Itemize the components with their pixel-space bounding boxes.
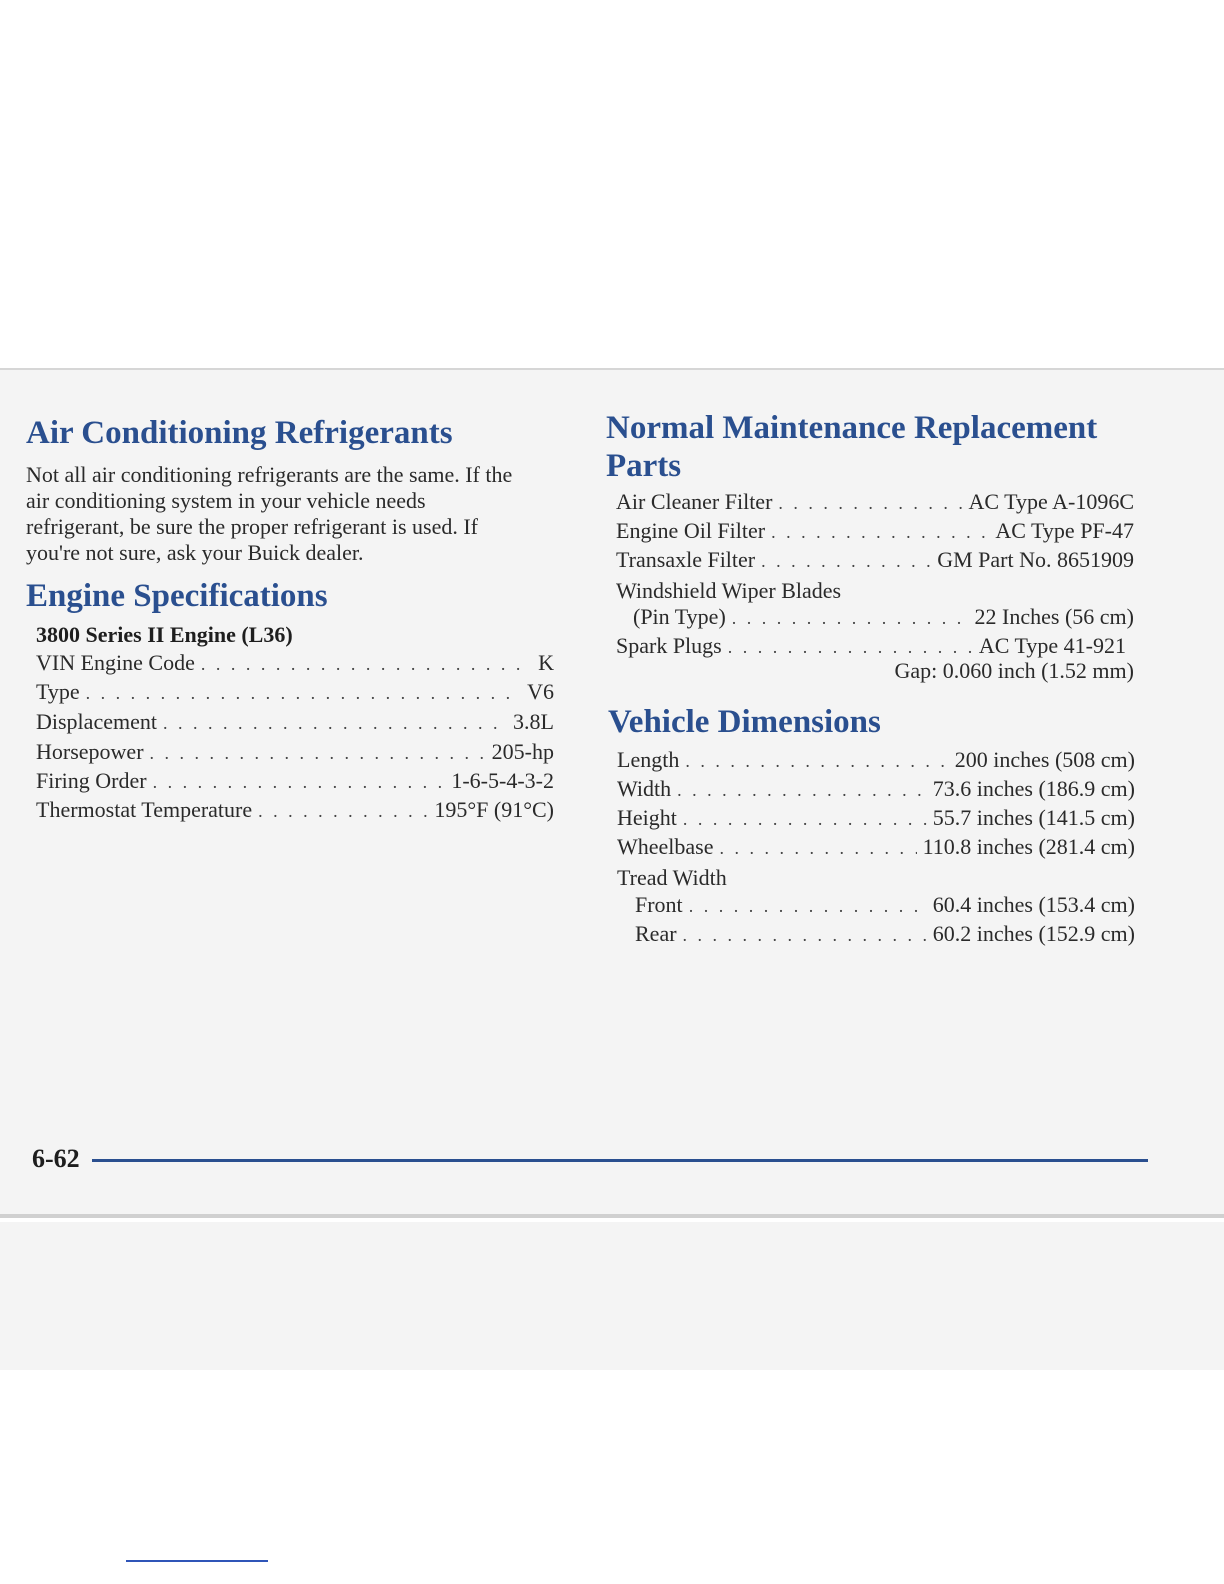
part-row-engine-oil-filter [616, 518, 1134, 546]
spec-value: V6 [527, 679, 554, 704]
spec-label: Horsepower [36, 739, 144, 764]
leader-dots [150, 743, 486, 764]
part-label: Air Cleaner Filter [616, 489, 773, 514]
dimension-value: 60.4 inches (153.4 cm) [932, 892, 1135, 917]
footer-rule [92, 1159, 1148, 1162]
dimension-row-tread-front [635, 892, 1135, 920]
dimension-row-width [617, 776, 1135, 804]
leader-dots [163, 713, 507, 734]
part-value: AC Type PF-47 [995, 518, 1134, 543]
page-gap-panel [0, 1222, 1224, 1370]
spec-row-thermostat [36, 797, 554, 825]
spec-label: Firing Order [36, 768, 147, 793]
leader-dots [689, 896, 927, 917]
part-value: 22 Inches (56 cm) [974, 604, 1134, 629]
dimension-label: Rear [635, 921, 677, 946]
dimension-label: Wheelbase [617, 834, 714, 859]
leader-dots [761, 551, 931, 572]
part-row-wiper-pin-type [633, 604, 1134, 632]
spec-label: Thermostat Temperature [36, 797, 253, 822]
dimension-label: Width [617, 776, 672, 801]
leader-dots [683, 809, 927, 830]
dimension-value: 73.6 inches (186.9 cm) [932, 776, 1135, 801]
spec-value: 3.8L [513, 709, 554, 734]
ac-refrigerants-line-1: Not all air conditioning refrigerants are the same. If the [26, 462, 513, 487]
dimension-value: 60.2 inches (152.9 cm) [932, 921, 1135, 946]
page-number: 6-62 [32, 1144, 80, 1173]
spec-row-vin-engine-code [36, 650, 554, 678]
dimension-row-height [617, 805, 1135, 833]
spec-label: VIN Engine Code [36, 650, 195, 675]
dimension-value: 110.8 inches (281.4 cm) [922, 834, 1135, 859]
leader-dots [728, 637, 973, 658]
ac-refrigerants-line-2: air conditioning system in your vehicle needs [26, 488, 426, 513]
ac-refrigerants-line-4: you're not sure, ask your Buick dealer. [26, 540, 364, 565]
part-label: Transaxle Filter [616, 547, 756, 572]
spec-value: K [538, 650, 554, 675]
spec-label: Type [36, 679, 80, 704]
dimension-label: Front [635, 892, 683, 917]
dimension-value: 55.7 inches (141.5 cm) [932, 805, 1135, 830]
dimension-label: Length [617, 747, 680, 772]
leader-dots [732, 608, 969, 629]
leader-dots [258, 801, 428, 822]
ac-refrigerants-line-3: refrigerant, be sure the proper refrigerant is used. If [26, 514, 479, 539]
engine-model-subheading: 3800 Series II Engine (L36) [36, 622, 293, 647]
part-value: AC Type 41-921 [978, 633, 1126, 658]
part-label: (Pin Type) [633, 604, 726, 629]
maintenance-parts-heading-line-2: Parts [606, 448, 682, 484]
dimension-value: 200 inches (508 cm) [954, 747, 1135, 772]
spark-plug-gap: Gap: 0.060 inch (1.52 mm) [894, 658, 1134, 683]
vehicle-dimensions-heading: Vehicle Dimensions [608, 704, 881, 740]
part-row-air-cleaner-filter [616, 489, 1134, 517]
part-value: AC Type A-1096C [968, 489, 1134, 514]
leader-dots [720, 838, 917, 859]
spec-value: 195°F (91°C) [434, 797, 554, 822]
engine-specs-heading: Engine Specifications [26, 578, 328, 614]
bottom-link-underline [126, 1560, 268, 1562]
spec-value: 1-6-5-4-3-2 [451, 768, 554, 793]
dimension-label: Height [617, 805, 677, 830]
spec-row-firing-order [36, 768, 554, 796]
leader-dots [201, 654, 532, 675]
ac-refrigerants-heading: Air Conditioning Refrigerants [26, 415, 453, 451]
dimension-row-tread-rear [635, 921, 1135, 949]
part-label: Spark Plugs [616, 633, 722, 658]
part-label: Engine Oil Filter [616, 518, 766, 543]
spec-row-horsepower [36, 739, 554, 767]
dimension-row-wheelbase [617, 834, 1135, 862]
spec-label: Displacement [36, 709, 157, 734]
leader-dots [683, 925, 927, 946]
part-row-transaxle-filter [616, 547, 1134, 575]
leader-dots [677, 780, 927, 801]
leader-dots [86, 683, 521, 704]
leader-dots [153, 772, 446, 793]
leader-dots [771, 522, 989, 543]
dimension-row-length [617, 747, 1135, 775]
dimension-label-tread-width: Tread Width [617, 865, 727, 890]
part-label-wiper-blades: Windshield Wiper Blades [616, 578, 842, 603]
leader-dots [778, 493, 962, 514]
spec-value: 205-hp [491, 739, 554, 764]
leader-dots [685, 751, 948, 772]
spec-row-type [36, 679, 554, 707]
part-value: GM Part No. 8651909 [937, 547, 1134, 572]
part-row-spark-plugs [616, 633, 1126, 661]
maintenance-parts-heading-line-1: Normal Maintenance Replacement [606, 410, 1098, 446]
spec-row-displacement [36, 709, 554, 737]
